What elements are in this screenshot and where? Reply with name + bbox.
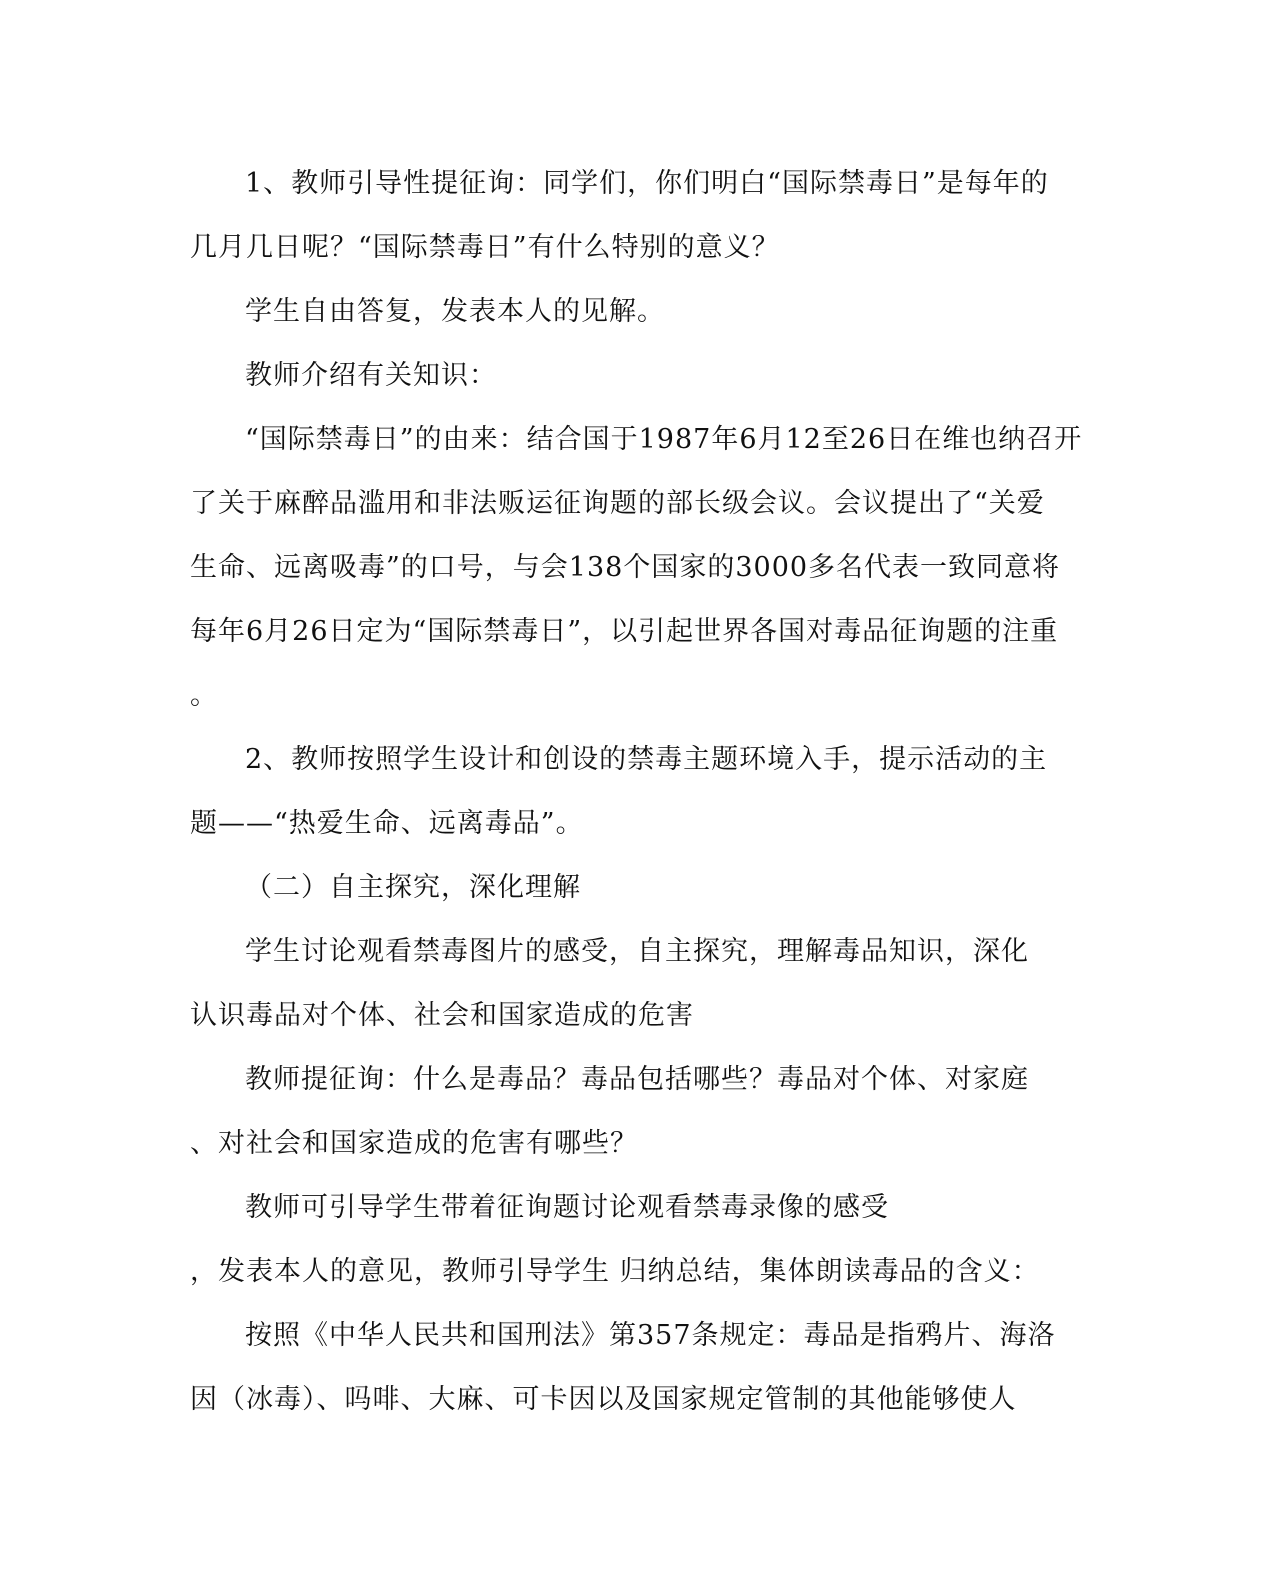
text-line: 几月几日呢？“国际禁毒日”有什么特别的意义？ xyxy=(190,232,780,263)
text-line: 教师提征询：什么是毒品？毒品包括哪些？毒品对个体、对家庭 xyxy=(245,1064,1029,1095)
text-line: 、对社会和国家造成的危害有哪些？ xyxy=(190,1128,638,1159)
section-heading: （二）自主探究，深化理解 xyxy=(245,872,581,903)
text-line: 因（冰毒）、吗啡、大麻、可卡因以及国家规定管制的其他能够使人 xyxy=(190,1384,1017,1415)
text-line: 生命、远离吸毒”的口号，与会138个国家的3000多名代表一致同意将 xyxy=(190,552,1061,583)
text-line: 。 xyxy=(190,680,218,711)
text-line: ，发表本人的意见，教师引导学生 归纳总结，集体朗读毒品的含义： xyxy=(190,1256,1040,1287)
text-line: 每年6月26日定为“国际禁毒日”，以引起世界各国对毒品征询题的注重 xyxy=(190,616,1059,647)
text-line: 教师可引导学生带着征询题讨论观看禁毒录像的感受 xyxy=(245,1192,889,1223)
text-line: 学生自由答复，发表本人的见解。 xyxy=(245,296,665,327)
text-line: 按照《中华人民共和国刑法》第357条规定：毒品是指鸦片、海洛 xyxy=(245,1320,1056,1351)
text-line: 了关于麻醉品滥用和非法贩运征询题的部长级会议。会议提出了“关爱 xyxy=(190,488,1045,519)
text-line: 教师介绍有关知识： xyxy=(245,360,497,391)
text-line: 1、教师引导性提征询：同学们，你们明白“国际禁毒日”是每年的 xyxy=(245,168,1049,199)
text-line: 学生讨论观看禁毒图片的感受，自主探究，理解毒品知识，深化 xyxy=(245,936,1029,967)
text-line: 2、教师按照学生设计和创设的禁毒主题环境入手，提示活动的主 xyxy=(245,744,1048,775)
text-line: “国际禁毒日”的由来：结合国于1987年6月12至26日在维也纳召开 xyxy=(245,424,1083,455)
text-line: 题——“热爱生命、远离毒品”。 xyxy=(190,808,584,839)
text-line: 认识毒品对个体、社会和国家造成的危害 xyxy=(190,1000,694,1031)
